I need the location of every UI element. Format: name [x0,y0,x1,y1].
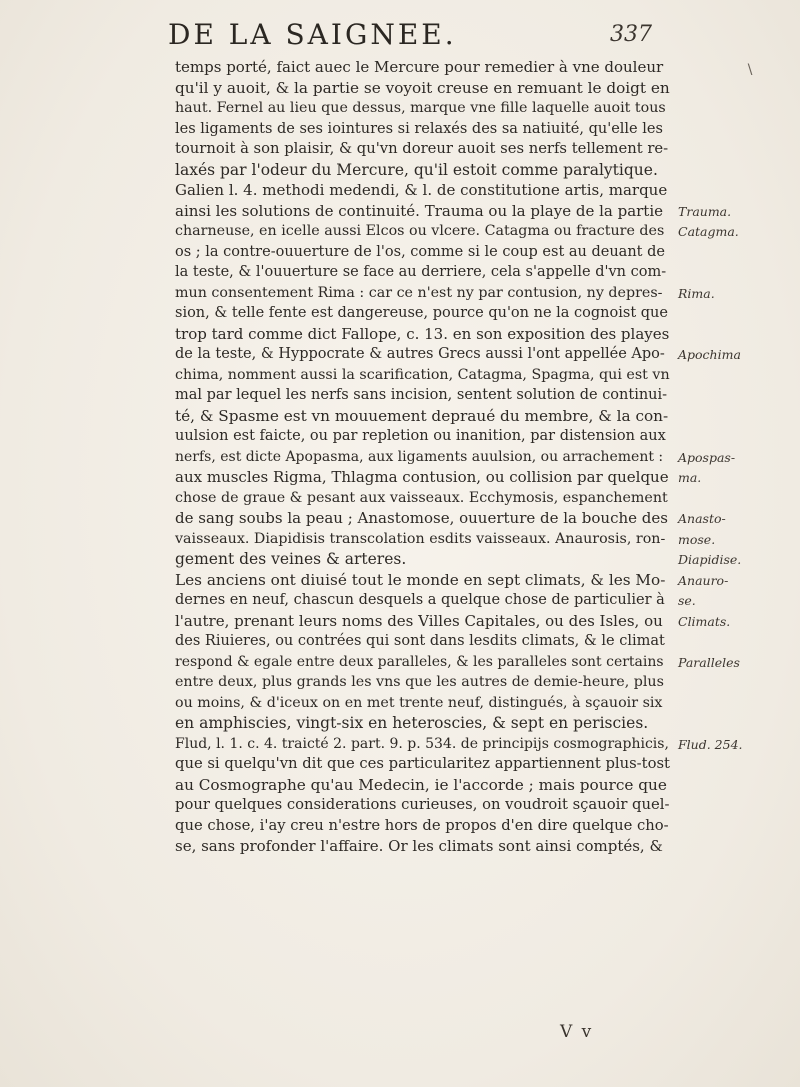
text-line: temps porté, faict auec le Mercure pour remedier à vne douleur [175,58,664,76]
body-text [175,57,670,857]
signature-mark: V v [560,1022,594,1042]
margin-note: Apospas- [678,449,736,465]
margin-note: ma. [678,470,702,485]
page-header [168,18,652,58]
text-line: les ligaments de ses iointures si relaxés des sa natiuité, qu'elle les [175,120,663,137]
text-line: se, sans profonder l'affaire. Or les climats sont ainsi comptés, & [175,837,663,855]
margin-note: se. [678,593,696,608]
margin-note: Diapidise. [678,552,742,567]
text-line: sion, & telle fente est dangereuse, pource qu'on ne la cognoist que [175,305,668,321]
text-line: chima, nomment aussi la scarification, Catagma, Spagma, qui est vn [175,366,670,383]
text-line: respond & egale entre deux paralleles, & les paralleles sont certains [175,653,664,670]
text-line: de sang soubs la peau ; Anastomose, ouuerture de la bouche des [175,509,668,527]
text-line: au Cosmographe qu'au Medecin, ie l'accorde ; mais pource que [175,775,667,794]
text-line: aux muscles Rigma, Thlagma contusion, ou collision par quelque [175,468,669,486]
page-number: 337 [610,22,652,47]
margin-note: Catagma. [678,224,739,239]
text-line: l'autre, prenant leurs noms des Villes Capitales, ou des Isles, ou [175,611,663,630]
text-line: nerfs, est dicte Apopasma, aux ligaments auulsion, ou arrachement : [175,448,664,465]
margin-note: Rima. [678,285,715,301]
margin-note: mose. [678,531,716,547]
text-line: que chose, i'ay creu n'estre hors de propos d'en dire quelque cho- [175,816,669,834]
text-line: trop tard comme dict Fallope, c. 13. en son exposition des playes [175,324,670,343]
text-line: té, & Spasme est vn mouuement depraué du membre, & la con- [175,406,669,425]
text-line: mun consentement Rima : car ce n'est ny par contusion, ny depres- [175,284,663,301]
margin-note: Anauro- [678,572,729,588]
text-line: charneuse, en icelle aussi Elcos ou vlcere. Catagma ou fracture des [175,223,665,239]
margin-note: Flud. 254. [678,736,743,752]
text-line: laxés par l'odeur du Mercure, qu'il estoit comme paralytique. [175,160,658,179]
margin-note: Trauma. [678,203,732,219]
text-line: que si quelqu'vn dit que ces particularitez appartiennent plus-tost [175,755,670,772]
text-line: entre deux, plus grands les vns que les autres de demie-heure, plus [175,674,664,690]
text-line: Galien l. 4. methodi medendi, & l. de constitutione artis, marque [175,181,668,199]
text-line: gement des veines & arteres. [175,550,407,568]
margin-note: Anasto- [678,511,726,526]
text-line: en amphiscies, vingt-six en heteroscies, & sept en periscies. [175,714,649,732]
text-line: des Riuieres, ou contrées qui sont dans lesdits climats, & le climat [175,633,665,649]
running-title: DE LA SAIGNEE. [168,18,457,51]
text-line: ainsi les solutions de continuité. Trauma ou la playe de la partie [175,201,664,220]
margin-note: Apochima [678,347,741,362]
text-line: mal par lequel les nerfs sans incision, sentent solution de continui- [175,387,668,403]
text-line: pour quelques considerations curieuses, on voudroit sçauoir quel- [175,796,670,813]
text-line: la teste, & l'ouuerture se face au derriere, cela s'appelle d'vn com- [175,264,667,280]
text-line: vaisseaux. Diapidisis transcolation esdits vaisseaux. Anaurosis, ron- [175,530,666,547]
text-line: uulsion est faicte, ou par repletion ou inanition, par distension aux [175,428,666,444]
stray-mark-icon: ∖ [745,62,754,78]
text-line: Les anciens ont diuisé tout le monde en sept climats, & les Mo- [175,570,666,589]
text-line: dernes en neuf, chascun desquels a quelque chose de particulier à [175,592,665,608]
text-line: ou moins, & d'iceux on en met trente neuf, distingués, à sçauoir six [175,694,663,711]
text-line: de la teste, & Hyppocrate & autres Grecs aussi l'ont appellée Apo- [175,346,665,362]
text-line: Flud, l. 1. c. 4. traicté 2. part. 9. p. 534. de principijs cosmographicis, [175,735,669,752]
margin-note: Climats. [678,613,731,629]
text-line: qu'il y auoit, & la partie se voyoit creuse en remuant le doigt en [175,78,670,97]
text-line: os ; la contre-ouuerture de l'os, comme si le coup est au deuant de [175,243,665,260]
text-line: chose de graue & pesant aux vaisseaux. Ecchymosis, espanchement [175,489,668,506]
text-line: haut. Fernel au lieu que dessus, marque vne fille laquelle auoit tous [175,100,666,116]
text-line: tournoit à son plaisir, & qu'vn doreur auoit ses nerfs tellement re- [175,140,669,157]
margin-note: Paralleles [678,654,740,670]
